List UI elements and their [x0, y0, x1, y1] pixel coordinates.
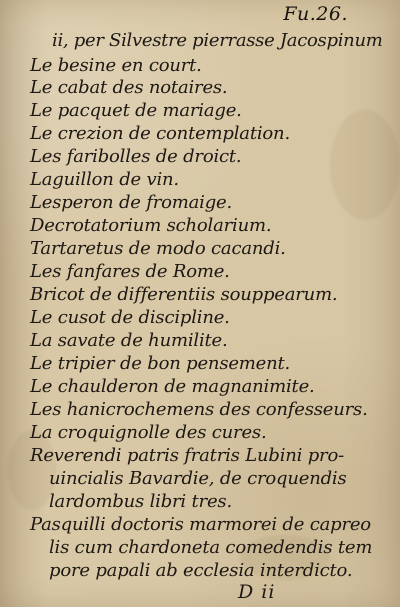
text-line: Le chaulderon de magnanimite.	[30, 376, 315, 397]
footer-signature: D ii	[238, 581, 276, 603]
text-line: lardombus libri tres.	[49, 491, 232, 512]
text-line: Reverendi patris fratris Lubini pro-	[30, 445, 344, 466]
text-line: Les hanicrochemens des confesseurs.	[30, 399, 368, 420]
text-line: Bricot de differentiis souppearum.	[30, 284, 338, 305]
text-line: La savate de humilite.	[30, 330, 228, 351]
text-line: uincialis Bavardie, de croquendis	[49, 468, 347, 489]
text-line: Les fanfares de Rome.	[30, 261, 230, 282]
text-line: Decrotatorium scholarium.	[30, 215, 272, 236]
folio-signature: Fu.26.	[283, 3, 348, 25]
text-line: ii, per Silvestre pierrasse Jacospinum	[52, 30, 383, 51]
paper-stain	[330, 110, 400, 220]
text-line: Le cabat des notaires.	[30, 77, 228, 98]
text-line: Laguillon de vin.	[30, 169, 179, 190]
text-line: Tartaretus de modo cacandi.	[30, 238, 286, 259]
text-line: Lesperon de fromaige.	[30, 192, 233, 213]
text-line: Les faribolles de droict.	[30, 146, 242, 167]
text-line: La croquignolle des cures.	[30, 422, 267, 443]
text-line: pore papali ab ecclesia interdicto.	[49, 560, 353, 581]
text-line: Le pacquet de mariage.	[30, 100, 242, 121]
text-line: Le crezion de contemplation.	[30, 123, 290, 144]
text-line: Le tripier de bon pensement.	[30, 353, 291, 374]
text-line: lis cum chardoneta comedendis tem	[49, 537, 373, 558]
text-line: Pasquilli doctoris marmorei de capreo	[30, 514, 371, 535]
text-line: Le cusot de discipline.	[30, 307, 230, 328]
text-line: Le besine en court.	[30, 55, 202, 76]
